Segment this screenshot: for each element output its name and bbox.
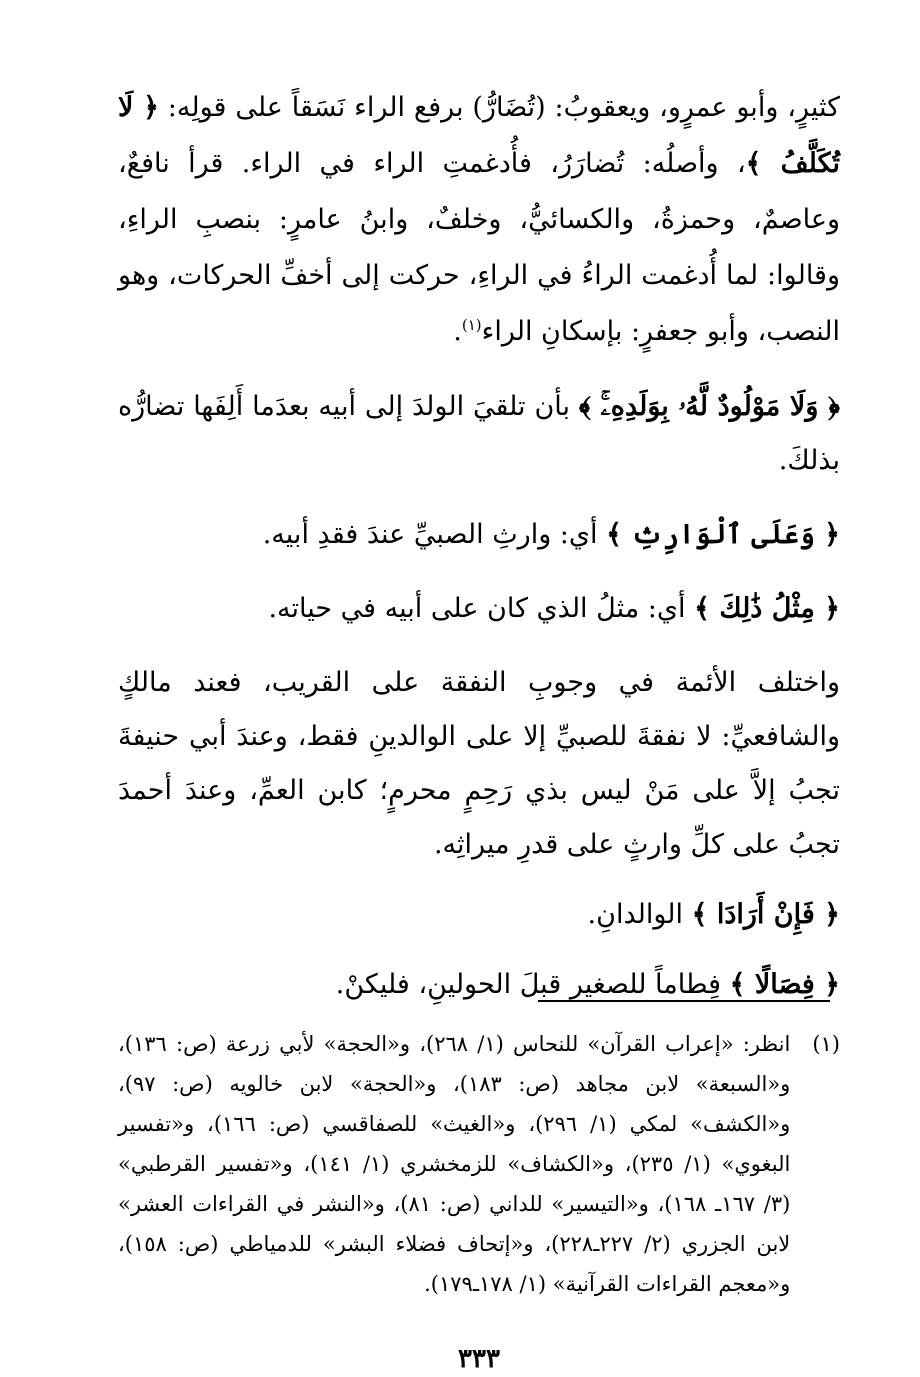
paragraph-text: واختلف الأئمة في وجوبِ النفقة على القريب، فعند مالكٍ والشافعيِّ: لا نفقةَ للصبيِّ إلا على الوالدينِ فقط، وعندَ أبي حنيفةَ تجبُ إلاَّ على مَنْ ليس بذي رَحِمٍ محرمٍ؛ كابن العمِّ، وعندَ أحمدَ تجبُ على كلِّ وارثٍ على قدرِ ميراثِه. [118, 667, 840, 860]
paragraph-nafaqa [118, 656, 840, 872]
paragraph-text: ، وأصلُه: تُضارَرُ، فأُدغمتِ الراء في الراء. قرأ نافعٌ، وعاصمٌ، وحمزةُ، والكسائيُّ، وخلفٌ، وابنُ عامرٍ: بنصبِ الراءِ، وقالوا: لما أُدغمت الراءُ في الراءِ، حركت إلى أخفِّ الحركات، وهو النصب، وأبو جعفرٍ: بإسكانِ الراء [118, 148, 840, 347]
footnotes [118, 1024, 840, 1304]
quran-quote: ﴿ وَعَلَى ٱلْوَارِثِ ﴾ [606, 519, 840, 550]
paragraph-text: فِطاماً للصغير قبلَ الحولينِ، فليكنْ. [335, 969, 730, 1000]
paragraph-qiraat [118, 80, 840, 360]
paragraph-text: الوالدانِ. [587, 899, 692, 930]
paragraph-text: . [453, 316, 462, 347]
footnote-separator [538, 1000, 830, 1002]
page [118, 80, 841, 1374]
paragraph-ala-alwarith [118, 508, 840, 562]
paragraph-mithl-dhalik [118, 582, 840, 636]
quran-quote: ﴿ مِثْلُ ذَٰلِكَ ﴾ [694, 593, 840, 624]
quran-quote: ﴿ فَإِنْ أَرَادَا ﴾ [691, 899, 840, 930]
paragraph-text: كثيرٍ، وأبو عمرٍو، ويعقوبُ: (تُضَارُّ) برفع الراء نَسَقاً على قولِه: [158, 92, 841, 123]
paragraph-fain-arada [118, 888, 840, 942]
paragraph-fisalan [118, 958, 840, 1012]
paragraph-wala-mawlud [118, 380, 840, 488]
quran-quote: ﴿ لَا تُكَلَّفُ ﴾ [118, 92, 840, 179]
footnote-reference[interactable]: (١) [461, 316, 482, 334]
footnote-text: انظر: «إعراب القرآن» للنحاس (١/ ٢٦٨)، و«الحجة» لأبي زرعة (ص: ١٣٦)، و«السبعة» لابن مجاهد (ص: ١٨٣)، و«الحجة» لابن خالويه (ص: ٩٧)، و«الكشف» لمكي (١/ ٢٩٦)، و«الغيث» للصفاقسي (ص: ١٦٦)، و«تفسير البغوي» (١/ ٢٣٥)، و«الكشاف» للزمخشري (١/ ١٤١)، و«تفسير القرطبي» (٣/ ١٦٧ـ ١٦٨)، و«التيسير» للداني (ص: ٨١)، و«النشر في القراءات العشر» لابن الجزري (٢/ ٢٢٧ـ٢٢٨)، و«إتحاف فضلاء البشر» للدمياطي (ص: ١٥٨)، و«معجم القراءات القرآنية» (١/ ١٧٨ـ١٧٩). [118, 1032, 791, 1296]
paragraph-text: أي: مثلُ الذي كان على أبيه في حياته. [268, 593, 695, 624]
quran-quote: ﴿ فِصَالًا ﴾ [729, 969, 840, 1000]
paragraph-text: بأن تلقيَ الولدَ إلى أبيه بعدَما أَلِفَها تضارُّه بذلكَ. [118, 391, 840, 476]
footnote-number: (١) [812, 1032, 840, 1056]
quran-quote: ﴿ وَلَا مَوْلُودٌ لَّهُۥ بِوَلَدِهِۦۚ ﴾ [578, 391, 841, 422]
main-text [118, 80, 840, 1012]
page-number: ٣٣٣ [458, 1344, 500, 1374]
paragraph-text: أي: وارثِ الصبيِّ عندَ فقدِ أبيه. [262, 519, 607, 550]
footnote-1 [118, 1024, 840, 1304]
